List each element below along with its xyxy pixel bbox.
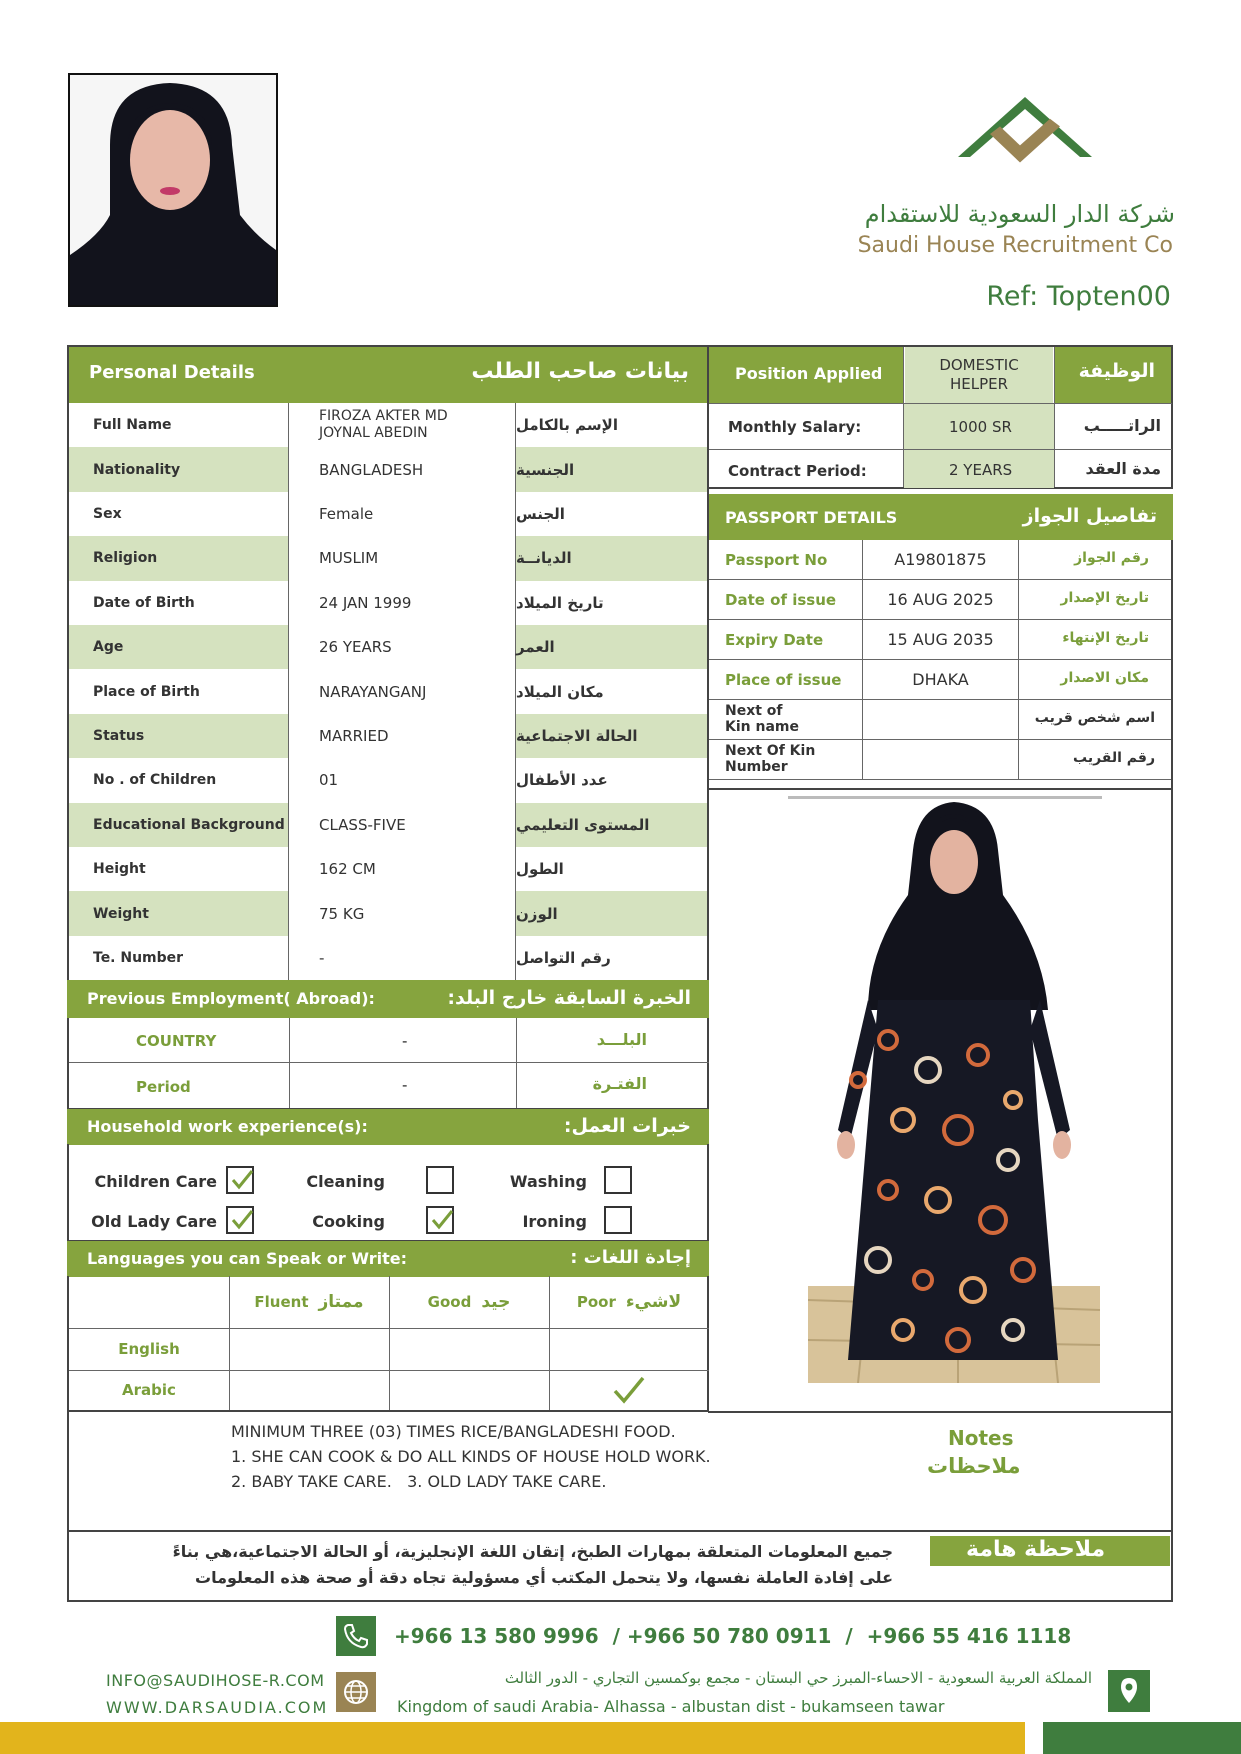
kin-number-label-line-1: Next Of Kin bbox=[725, 743, 816, 759]
personal-label: Educational Background bbox=[93, 816, 285, 833]
notes-label-en: Notes bbox=[948, 1426, 1014, 1450]
passport-row bbox=[709, 580, 1171, 620]
kin-name-label bbox=[725, 703, 799, 735]
personal-row bbox=[69, 803, 707, 847]
personal-value: 162 CM bbox=[319, 860, 376, 879]
languages-table bbox=[67, 1276, 709, 1412]
passport-row bbox=[709, 740, 1171, 780]
level-label-ar: لاشيء bbox=[625, 1292, 682, 1312]
level-label-en: Fluent bbox=[254, 1293, 309, 1311]
contract-label-ar: مدة العقد bbox=[1085, 459, 1161, 478]
footer-gold-bar bbox=[0, 1722, 1025, 1754]
checkmark-icon bbox=[430, 1208, 454, 1232]
previous-employment-title-en: Previous Employment( Abroad): bbox=[87, 989, 375, 1008]
personal-label-ar: الإسم بالكامل bbox=[516, 416, 618, 435]
notes-line-2: 1. SHE CAN COOK & DO ALL KINDS OF HOUSE HOLD WORK. bbox=[231, 1447, 711, 1466]
personal-label-ar: الحالة الاجتماعية bbox=[516, 726, 638, 745]
personal-label-ar: العمر bbox=[516, 638, 555, 657]
personal-details-header bbox=[69, 347, 707, 403]
previous-employment-table bbox=[67, 1018, 709, 1110]
reference-number: Ref: Topten00 bbox=[986, 281, 1171, 312]
passport-value: 15 AUG 2035 bbox=[887, 630, 994, 649]
personal-label-ar: الديانــة bbox=[516, 549, 572, 568]
household-header bbox=[67, 1109, 709, 1145]
personal-label: Height bbox=[93, 861, 146, 878]
contract-value: 2 YEARS bbox=[949, 461, 1013, 479]
personal-value: MARRIED bbox=[319, 726, 389, 745]
personal-value: 24 JAN 1999 bbox=[319, 593, 412, 612]
important-label-cell bbox=[930, 1536, 1170, 1566]
personal-label: Weight bbox=[93, 905, 149, 922]
personal-row bbox=[69, 403, 707, 447]
personal-label-ar: الجنس bbox=[516, 504, 565, 523]
personal-label-ar: رقم التواصل bbox=[516, 948, 611, 967]
personal-value: NARAYANGANJ bbox=[319, 682, 427, 701]
checkmark-icon bbox=[230, 1208, 254, 1232]
position-ar-cell bbox=[1055, 347, 1171, 403]
personal-label-ar: الوزن bbox=[516, 904, 558, 923]
passport-header bbox=[709, 494, 1173, 540]
personal-label-ar: عدد الأطفال bbox=[516, 771, 608, 790]
personal-label-ar: المستوى التعليمي bbox=[516, 815, 650, 834]
position-value: DOMESTIC HELPER bbox=[939, 356, 1019, 393]
passport-label-ar: رقم الجواز bbox=[1074, 550, 1149, 566]
previous-employment-title-ar: الخبرة السابقة خارج البلد: bbox=[447, 987, 691, 1009]
previous-employment-header bbox=[67, 980, 709, 1018]
personal-label: Nationality bbox=[93, 461, 181, 478]
passport-label-ar: تاريخ الإصدار bbox=[1060, 590, 1149, 606]
personal-value bbox=[289, 403, 515, 447]
language-name: English bbox=[118, 1340, 180, 1358]
personal-label: Place of Birth bbox=[93, 683, 200, 700]
period-label-ar: الفتـرة bbox=[592, 1074, 647, 1093]
personal-row bbox=[69, 714, 707, 758]
important-line-2: على إفادة العاملة نفسها، ولا يتحمل المكتب أي مسؤولية تجاه دقة أو صحة هذه المعلومات bbox=[195, 1568, 893, 1587]
address-en: Kingdom of saudi Arabia- Alhassa - albustan dist - bukamseen tawar bbox=[397, 1697, 945, 1716]
personal-value: BANGLADESH bbox=[319, 460, 424, 479]
email[interactable]: INFO@SAUDIHOSE-R.COM bbox=[106, 1671, 325, 1690]
contract-label: Contract Period: bbox=[728, 462, 867, 480]
personal-label: Te. Number bbox=[93, 949, 184, 966]
salary-label: Monthly Salary: bbox=[728, 418, 862, 436]
level-label-ar: ممتاز bbox=[318, 1292, 364, 1312]
ironing-label: Ironing bbox=[522, 1212, 587, 1231]
company-name-ar: شركة الدار السعودية للاستقدام bbox=[864, 200, 1175, 228]
period-label: Period bbox=[136, 1078, 191, 1096]
language-level-good bbox=[389, 1276, 549, 1328]
personal-row bbox=[69, 936, 707, 980]
important-label: ملاحظة هامة bbox=[966, 1537, 1106, 1562]
old-lady-care-label: Old Lady Care bbox=[91, 1212, 217, 1231]
kin-number-label bbox=[725, 743, 815, 775]
language-level-poor bbox=[549, 1276, 709, 1328]
personal-row bbox=[69, 891, 707, 935]
languages-title-en: Languages you can Speak or Write: bbox=[87, 1249, 407, 1268]
passport-label: Date of issue bbox=[725, 591, 837, 609]
languages-title-ar: إجادة اللغات : bbox=[570, 1247, 691, 1268]
salary-value: 1000 SR bbox=[949, 418, 1012, 436]
washing-checkbox[interactable] bbox=[604, 1166, 632, 1194]
footer-green-bar bbox=[1043, 1722, 1241, 1754]
personal-row bbox=[69, 758, 707, 802]
personal-row bbox=[69, 581, 707, 625]
language-level-check bbox=[549, 1370, 709, 1410]
personal-row bbox=[69, 669, 707, 713]
passport-row bbox=[709, 700, 1171, 740]
company-logo bbox=[950, 95, 1100, 185]
ironing-checkbox[interactable] bbox=[604, 1206, 632, 1234]
passport-row bbox=[709, 540, 1171, 580]
children-care-label: Children Care bbox=[94, 1172, 217, 1191]
address-ar: المملكة العربية السعودية - الاحساء-المبرز حي البستان - مجمع بوكمسين التجاري - الدور الثالث bbox=[504, 1669, 1092, 1687]
language-name: Arabic bbox=[122, 1381, 176, 1399]
passport-value: 16 AUG 2025 bbox=[887, 590, 994, 609]
notes-line-1: MINIMUM THREE (03) TIMES RICE/BANGLADESHI FOOD. bbox=[231, 1422, 676, 1441]
passport-row bbox=[709, 660, 1171, 700]
phone-icon bbox=[336, 1616, 376, 1656]
passport-title-en: PASSPORT DETAILS bbox=[725, 508, 898, 527]
passport-label-ar: تاريخ الإنتهاء bbox=[1062, 630, 1149, 646]
checkmark-icon bbox=[612, 1375, 646, 1405]
personal-row bbox=[69, 847, 707, 891]
passport-value: DHAKA bbox=[912, 670, 969, 689]
passport-label: Place of issue bbox=[725, 671, 842, 689]
notes-label-ar: ملاحظات bbox=[927, 1454, 1021, 1478]
personal-label: No . of Children bbox=[93, 772, 217, 789]
kin-name-label-line-2: Kin name bbox=[725, 719, 799, 735]
household-title-en: Household work experience(s): bbox=[87, 1117, 368, 1136]
passport-table bbox=[708, 540, 1173, 790]
website[interactable]: WWW.DARSAUDIA.COM bbox=[106, 1698, 329, 1717]
languages-header bbox=[67, 1241, 709, 1277]
personal-row bbox=[69, 492, 707, 536]
personal-value: - bbox=[319, 948, 325, 967]
personal-row bbox=[69, 447, 707, 491]
household-title-ar: خبرات العمل: bbox=[563, 1115, 691, 1137]
country-label: COUNTRY bbox=[136, 1032, 217, 1050]
personal-label: Religion bbox=[93, 550, 158, 567]
personal-label: Status bbox=[93, 727, 145, 744]
personal-label: Age bbox=[93, 639, 124, 656]
cooking-label: Cooking bbox=[312, 1212, 385, 1231]
passport-label: Expiry Date bbox=[725, 631, 824, 649]
personal-label: Sex bbox=[93, 505, 122, 522]
important-line-1: جميع المعلومات المتعلقة بمهارات الطبخ، إتقان اللغة الإنجليزية، أو الحالة الاجتماعية،هي بناءً bbox=[172, 1542, 893, 1561]
period-value: - bbox=[402, 1076, 408, 1094]
salary-label-ar: الراتـــــب bbox=[1083, 416, 1161, 435]
personal-value: 26 YEARS bbox=[319, 638, 392, 657]
cleaning-label: Cleaning bbox=[306, 1172, 385, 1191]
washing-label: Washing bbox=[509, 1172, 587, 1191]
personal-value: MUSLIM bbox=[319, 549, 379, 568]
personal-value: CLASS-FIVE bbox=[319, 815, 406, 834]
position-value-cell bbox=[905, 347, 1053, 403]
personal-value: Female bbox=[319, 504, 374, 523]
personal-value: 75 KG bbox=[319, 904, 365, 923]
kin-name-label-ar: اسم شخص قريب bbox=[1034, 710, 1155, 726]
personal-row bbox=[69, 536, 707, 580]
passport-value: A19801875 bbox=[894, 550, 987, 569]
position-label-cell bbox=[709, 347, 903, 403]
personal-row bbox=[69, 625, 707, 669]
kin-number-label-line-2: Number bbox=[725, 759, 788, 775]
notes-box bbox=[67, 1412, 1173, 1532]
level-label-en: Poor bbox=[576, 1293, 616, 1311]
passport-row bbox=[709, 620, 1171, 660]
passport-label: Passport No bbox=[725, 551, 828, 569]
old-lady-care-checkbox[interactable] bbox=[226, 1206, 254, 1234]
personal-label-ar: مكان الميلاد bbox=[516, 682, 604, 701]
full-body-photo bbox=[808, 800, 1100, 1383]
full-name-line-2: JOYNAL ABEDIN bbox=[319, 425, 428, 442]
personal-label: Date of Birth bbox=[93, 594, 195, 611]
kin-name-label-line-1: Next of bbox=[725, 703, 783, 719]
country-value: - bbox=[402, 1032, 408, 1050]
notes-line-3: 2. BABY TAKE CARE. 3. OLD LADY TAKE CARE. bbox=[231, 1472, 607, 1491]
language-level-fluent bbox=[229, 1276, 389, 1328]
personal-label-ar: الجنسية bbox=[516, 460, 575, 479]
personal-value: 01 bbox=[319, 771, 339, 790]
passport-photo bbox=[68, 73, 278, 307]
passport-title-ar: تفاصيل الجواز bbox=[1022, 505, 1157, 527]
important-box bbox=[67, 1532, 1173, 1602]
cooking-checkbox[interactable] bbox=[426, 1206, 454, 1234]
checkmark-icon bbox=[230, 1168, 254, 1192]
photo-top-line bbox=[788, 796, 1102, 799]
personal-label-ar: تاريخ الميلاد bbox=[516, 593, 604, 612]
passport-label-ar: مكان الاصدار bbox=[1060, 670, 1149, 686]
company-name-en: Saudi House Recruitment Co bbox=[857, 233, 1173, 258]
cleaning-checkbox[interactable] bbox=[426, 1166, 454, 1194]
position-label-en: Position Applied bbox=[735, 364, 883, 383]
personal-label: Full Name bbox=[93, 417, 172, 434]
location-pin-icon bbox=[1108, 1670, 1150, 1712]
children-care-checkbox[interactable] bbox=[226, 1166, 254, 1194]
phone-numbers: +966 13 580 9996 / +966 50 780 0911 / +966 55 416 1118 bbox=[394, 1624, 1072, 1648]
level-label-en: Good bbox=[427, 1293, 472, 1311]
country-label-ar: البلـــد bbox=[596, 1030, 647, 1049]
position-label-ar: الوظيفة bbox=[1078, 360, 1155, 382]
level-label-ar: جيد bbox=[481, 1292, 511, 1312]
full-name-line-1: FIROZA AKTER MD bbox=[319, 408, 448, 425]
personal-label-ar: الطول bbox=[516, 860, 564, 879]
household-box bbox=[67, 1144, 709, 1242]
personal-details-title-en: Personal Details bbox=[89, 362, 255, 383]
kin-number-label-ar: رقم القريب bbox=[1073, 750, 1155, 766]
personal-details-title-ar: بيانات صاحب الطلب bbox=[471, 359, 689, 384]
globe-icon bbox=[336, 1672, 376, 1712]
